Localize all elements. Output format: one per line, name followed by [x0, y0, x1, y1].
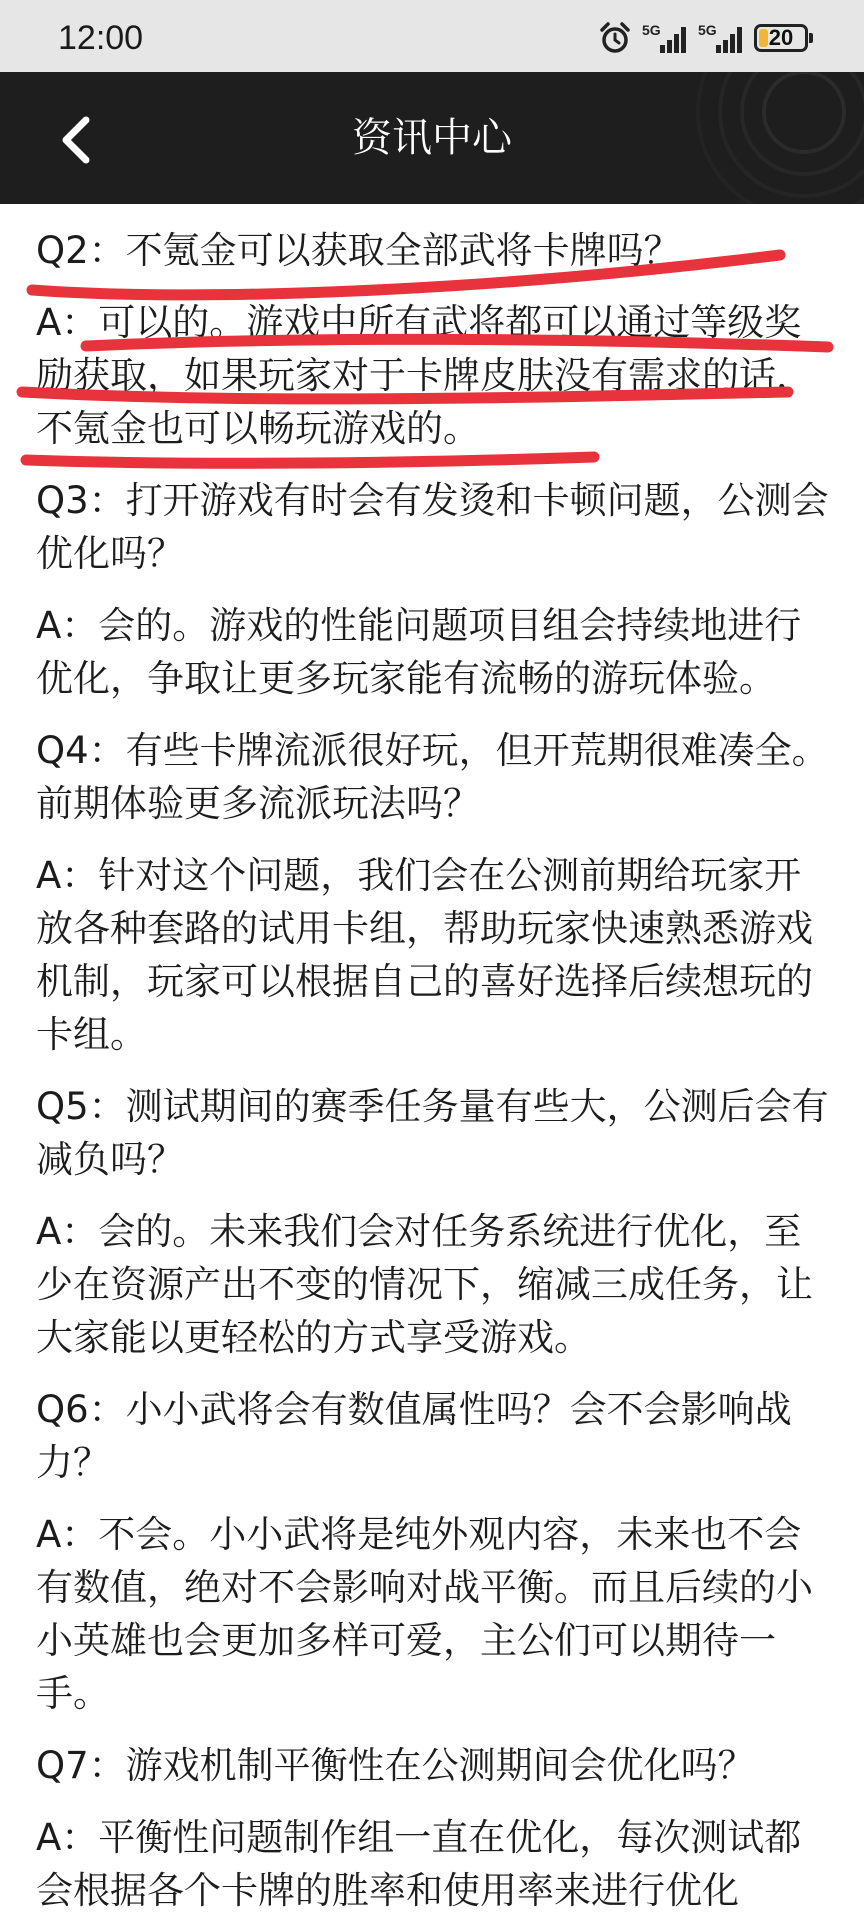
battery-icon: [754, 24, 808, 52]
faq-question: Q3：打开游戏有时会有发烫和卡顿问题，公测会优化吗？: [36, 479, 829, 575]
faq-question: Q6：小小武将会有数值属性吗？会不会影响战力？: [36, 1388, 792, 1484]
status-bar: [0, 0, 864, 72]
battery-level: [759, 29, 768, 47]
faq-answer: A：会的。未来我们会对任务系统进行优化，至少在资源产出不变的情况下，缩减三成任务，让大家能以更轻松的方式享受游戏。: [36, 1210, 813, 1359]
faq-question: Q7：游戏机制平衡性在公测期间会优化吗？: [36, 1744, 755, 1787]
page-title: 资讯中心: [352, 115, 512, 161]
faq-answer: A：可以的。游戏中所有武将都可以通过等级奖励获取，如果玩家对于卡牌皮肤没有需求的话，不氪金也可以畅玩游戏的。: [36, 301, 813, 450]
header-bar: [0, 72, 864, 204]
signal-5g-label: 5G: [642, 22, 661, 38]
faq-answer: A：针对这个问题，我们会在公测前期给玩家开放各种套路的试用卡组，帮助玩家快速熟悉游戏机制，玩家可以根据自己的喜好选择后续想玩的卡组。: [36, 854, 813, 1056]
signal-5g-label-2: 5G: [698, 22, 717, 38]
alarm-clock-icon: [598, 21, 632, 55]
battery-percent: 20: [768, 25, 794, 50]
faq-answer: A：平衡性问题制作组一直在优化，每次测试都会根据各个卡牌的胜率和使用率来进行优化: [36, 1816, 802, 1912]
status-icons: [598, 18, 814, 58]
faq-answer: A：会的。游戏的性能问题项目组会持续地进行优化，争取让更多玩家能有流畅的游玩体验。: [36, 604, 802, 700]
faq-question: Q5：测试期间的赛季任务量有些大，公测后会有减负吗？: [36, 1085, 829, 1181]
status-time: 12:00: [58, 19, 144, 57]
article-content: [36, 224, 832, 1920]
signal-5g-icon: [642, 21, 688, 55]
faq-answer: A：不会。小小武将是纯外观内容，未来也不会有数值，绝对不会影响对战平衡。而且后续的小小英雄也会更加多样可爱，主公们可以期待一手。: [36, 1513, 813, 1715]
signal-5g-icon-2: [698, 21, 744, 55]
faq-question: Q2：不氪金可以获取全部武将卡牌吗？: [36, 229, 681, 272]
faq-question: Q4：有些卡牌流派很好玩，但开荒期很难凑全。前期体验更多流派玩法吗？: [36, 729, 829, 825]
